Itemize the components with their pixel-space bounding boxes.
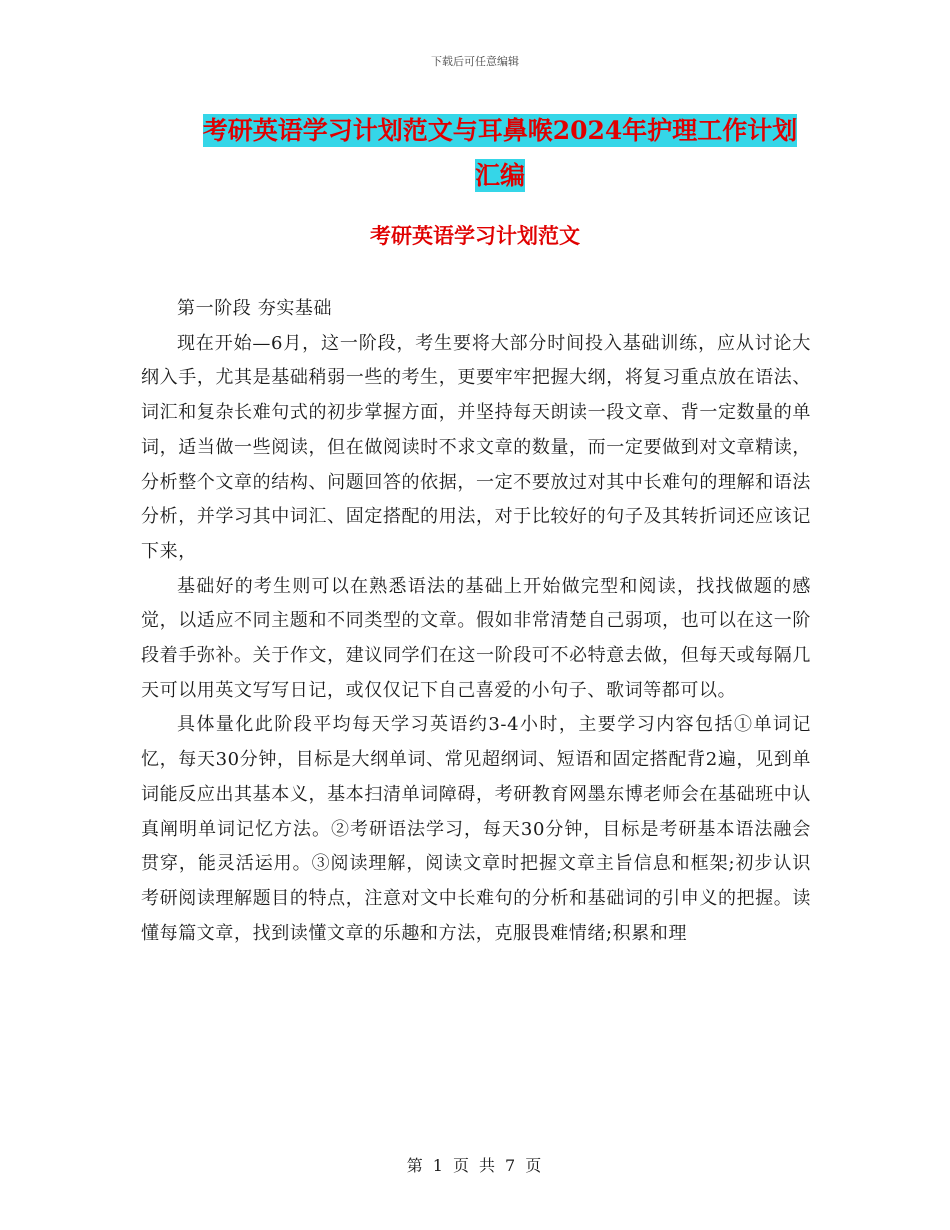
footer-total-pages: 7 — [505, 1156, 518, 1175]
footer-label-ye2: 页 — [525, 1156, 544, 1175]
document-title-line-1: 考研英语学习计划范文与耳鼻喉2024年护理工作计划 — [202, 116, 798, 145]
footer-label-page: 第 — [406, 1156, 425, 1175]
document-title-line-2: 汇编 — [474, 161, 525, 190]
page-footer — [0, 1153, 950, 1176]
header-note: 下载后可任意编辑 — [431, 55, 519, 68]
paragraph: 现在开始—6月，这一阶段，考生要将大部分时间投入基础训练，应从讨论大纲入手，尤其是基础稍弱一些的考生，更要牢牢把握大纲，将复习重点放在语法、词汇和复杂长难句式的初步掌握方面，并坚持每天朗读一段文章、背一定数量的单词，适当做一些阅读，但在做阅读时不求文章的数量，而一定要做到对文章精读，分析整个文章的结构、问题回答的依据，一定不要放过对其中长难句的理解和语法分析，并学习其中词汇、固定搭配的用法，对于比较好的句子及其转折词还应该记下来， — [141, 332, 811, 562]
stage-heading: 第一阶段 夯实基础 — [177, 298, 333, 319]
document-body — [141, 292, 811, 951]
paragraph: 基础好的考生则可以在熟悉语法的基础上开始做完型和阅读，找找做题的感觉，以适应不同主题和不同类型的文章。假如非常清楚自己弱项，也可以在这一阶段着手弥补。关于作文，建议同学们在这一阶段可不必特意去做，但每天或每隔几天可以用英文写写日记，或仅仅记下自己喜爱的小句子、歌词等都可以。 — [141, 575, 811, 701]
paragraph: 具体量化此阶段平均每天学习英语约3-4小时，主要学习内容包括①单词记忆，每天30分钟，目标是大纲单词、常见超纲词、短语和固定搭配背2遍，见到单词能反应出其基本义，基本扫清单词障碍，考研教育网墨东博老师会在基础班中认真阐明单词记忆方法。②考研语法学习，每天30分钟，目标是考研基本语法融会贯穿，能灵活运用。③阅读理解，阅读文章时把握文章主旨信息和框架;初步认识考研阅读理解题目的特点，注意对文中长难句的分析和基础词的引申义的把握。读懂每篇文章，找到读懂文章的乐趣和方法，克服畏难情绪;积累和理 — [141, 714, 811, 944]
footer-label-total: 共 — [479, 1156, 498, 1175]
footer-current-page: 1 — [432, 1156, 445, 1175]
section-title: 考研英语学习计划范文 — [370, 223, 580, 248]
document-title — [120, 108, 880, 198]
footer-label-ye: 页 — [452, 1156, 471, 1175]
